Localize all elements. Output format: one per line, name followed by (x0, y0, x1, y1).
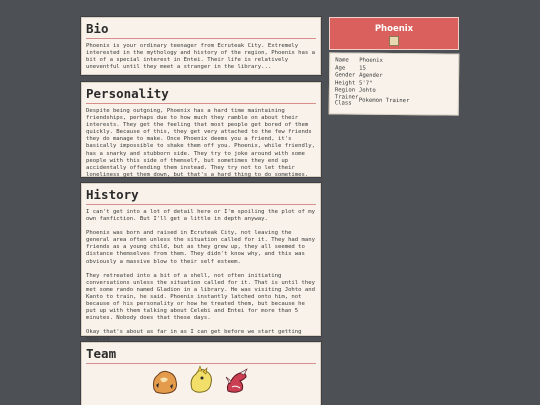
personality-title: Personality (86, 86, 169, 101)
profile-value: Phoenix (359, 57, 383, 64)
history-divider (86, 204, 316, 205)
profile-key: Name (335, 57, 349, 64)
pokemon-sprite-growlithe-icon[interactable] (150, 367, 180, 395)
history-panel (81, 183, 321, 343)
pokemon-sprite-red-icon[interactable] (222, 367, 252, 395)
profile-value: Agender (359, 72, 383, 80)
profile-name: Phoenix (374, 24, 414, 34)
personality-text: Despite being outgoing, Phoenix has a hard time maintaining friendships, perhaps due to how much they ramble on about their interests. They get the feeling that most people get bored of them quickly. Because of this, they get very attached to the few friends they do manage to make. Once Phoenix deems you a friend, it's basically impossible to shake them off you. Phoenix, while friendly, has a snarky and stubborn side. They try to joke around with some people with this side of themself, but sometimes they end up accidentally offending them instead. They try not to let their loneliness get them down, but that's a hard thing to do sometimes. (86, 108, 319, 178)
history-paragraph: I can't get into a lot of detail here or I'm spoiling the plot of my own fanfiction. But I'll get a little in depth anyway. (86, 209, 319, 223)
profile-key: Height (334, 80, 356, 87)
team-title: Team (86, 346, 117, 361)
profile-info-card (329, 52, 460, 115)
profile-key: Region (334, 87, 356, 94)
pokemon-sprite-bird-icon[interactable] (186, 365, 216, 395)
team-panel (81, 342, 321, 405)
profile-header (329, 17, 459, 50)
personality-panel (81, 82, 321, 177)
history-paragraph: Phoenix was born and raised in Ecruteak City, not leaving the general area often unless the situation called for it. They had many friends as a young child, but as they grew up, they all seemed to distance themselves from them. They didn't know why, and this was obviously a massive blow to their self esteem. (86, 230, 319, 265)
team-divider (86, 363, 316, 364)
profile-row (335, 95, 453, 108)
personality-divider (86, 103, 316, 104)
history-paragraph: They retreated into a bit of a shell, not often initiating conversations unless the situation called for it. That is until they met some rando named Gladion in a library. He was visiting Johto and Kanto to train, he said. Phoenix instantly latched onto him, not because of his personality or how he treated them, but because he put up with them talking about Celebi and Entei for more than 5 minutes. Nobody does that these days. (86, 272, 319, 322)
bio-divider (86, 38, 316, 39)
bio-title: Bio (86, 21, 109, 36)
profile-key: Trainer Class (334, 94, 359, 107)
bio-panel (81, 17, 321, 75)
history-paragraph: Okay that's about as far in as I can get before we start getting spoiled (86, 329, 305, 343)
bio-text: Phoenix is your ordinary teenager from Ecruteak City. Extremely interested in the mythology and history of the region, Phoenix has a bit of a special interest in Entei. Their life is relatively uneventful until they meet a stranger in the library... (86, 43, 319, 71)
trainer-mini-sprite-icon (389, 36, 399, 46)
profile-key: Age (335, 64, 346, 72)
history-title: History (86, 187, 139, 202)
profile-value: 5'7" (358, 80, 373, 87)
profile-value: 15 (359, 65, 366, 72)
profile-value: Johto (358, 88, 376, 95)
profile-key: Gender (335, 72, 356, 79)
profile-value: Pokemon Trainer (358, 97, 410, 105)
